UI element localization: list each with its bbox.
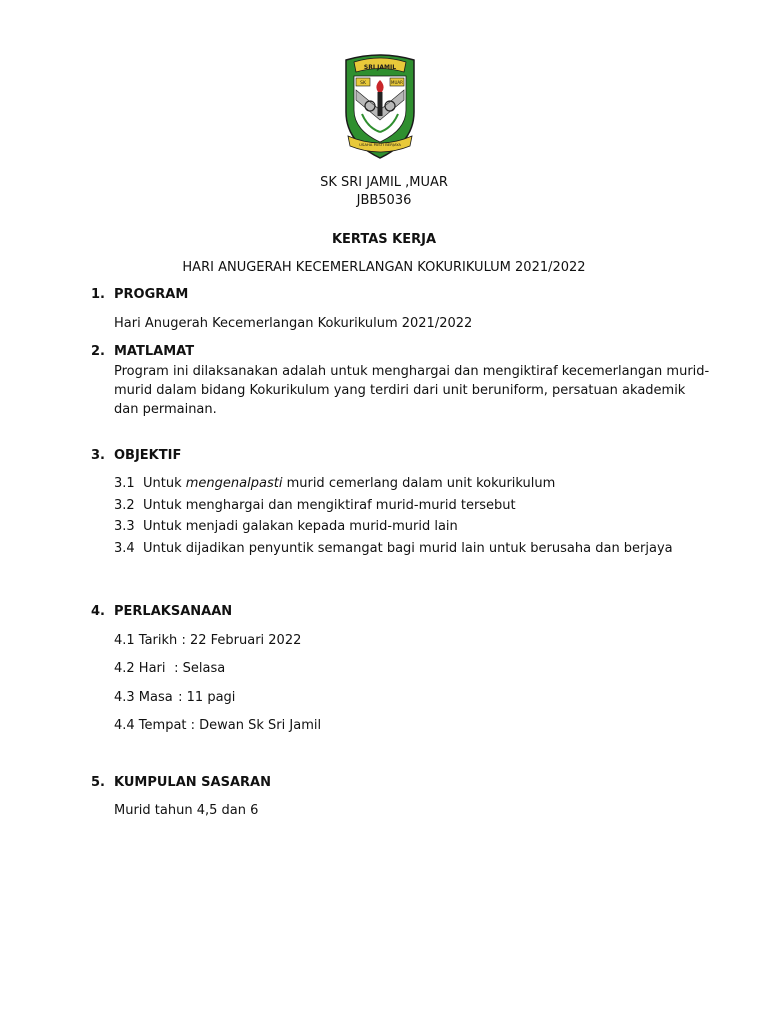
objective-number: 3.1	[114, 476, 135, 491]
school-name: SK SRI JAMIL ,MUAR	[320, 175, 448, 190]
objective-number: 3.4	[114, 541, 135, 556]
implementation-label: 4.4 Tempat	[114, 718, 187, 733]
section-2-paragraph	[114, 362, 710, 419]
section-4-number: 4.	[91, 604, 105, 619]
implementation-item	[114, 717, 321, 735]
objective-number: 3.3	[114, 519, 135, 534]
logo-top-text: SRI JAMIL	[363, 64, 397, 71]
section-1-heading: PROGRAM	[114, 287, 189, 302]
document-title: HARI ANUGERAH KECEMERLANGAN KOKURIKULUM 2021/2022	[182, 260, 586, 275]
objective-number: 3.2	[114, 498, 135, 513]
implementation-value: : Selasa	[174, 661, 226, 676]
section-5-number: 5.	[91, 775, 105, 790]
section-3-heading: OBJEKTIF	[114, 448, 182, 463]
objective-text: Untuk menjadi galakan kepada murid-murid lain	[143, 519, 458, 534]
implementation-value: : 11 pagi	[178, 690, 236, 705]
objective-text: Untuk dijadikan penyuntik semangat bagi murid lain untuk berusaha dan berjaya	[143, 541, 673, 556]
implementation-item	[114, 689, 235, 707]
section-3-number: 3.	[91, 448, 105, 463]
logo-motto: USAHA PASTI BERJAYA	[359, 142, 401, 147]
implementation-label: 4.1 Tarikh	[114, 633, 178, 648]
section-1-body: Hari Anugerah Kecemerlangan Kokurikulum 2021/2022	[114, 316, 473, 331]
objective-text-emphasis: mengenalpasti	[185, 476, 283, 491]
objective-text-post: murid cemerlang dalam unit kokurikulum	[282, 476, 556, 491]
section-5-heading: KUMPULAN SASARAN	[114, 775, 271, 790]
implementation-label: 4.2 Hari	[114, 661, 166, 676]
logo-right-text: MUAR	[391, 80, 403, 85]
section-2-number: 2.	[91, 344, 105, 359]
section-5-body: Murid tahun 4,5 dan 6	[114, 803, 259, 818]
objective-text: Untuk menghargai dan mengiktiraf murid-murid tersebut	[143, 498, 516, 513]
paragraph-line: Program ini dilaksanakan adalah untuk menghargai dan mengiktiraf kecemerlangan murid-	[114, 364, 710, 379]
document-type: KERTAS KERJA	[331, 232, 437, 247]
section-4-heading: PERLAKSANAAN	[114, 604, 233, 619]
implementation-item	[114, 660, 225, 678]
paragraph-line: murid dalam bidang Kokurikulum yang terdiri dari unit beruniform, persatuan akademik	[114, 383, 686, 398]
objective-text-pre: Untuk	[143, 476, 186, 491]
section-1-number: 1.	[91, 287, 105, 302]
school-code: JBB5036	[356, 193, 412, 208]
logo-left-text: SK	[360, 81, 366, 86]
implementation-item	[114, 632, 301, 650]
school-crest-logo	[340, 50, 420, 160]
implementation-label: 4.3 Masa	[114, 690, 173, 705]
implementation-value: : 22 Februari 2022	[181, 633, 302, 648]
paragraph-line: dan permainan.	[114, 402, 217, 417]
objective-text	[143, 475, 555, 493]
section-2-heading: MATLAMAT	[114, 344, 195, 359]
implementation-value: : Dewan Sk Sri Jamil	[190, 718, 322, 733]
